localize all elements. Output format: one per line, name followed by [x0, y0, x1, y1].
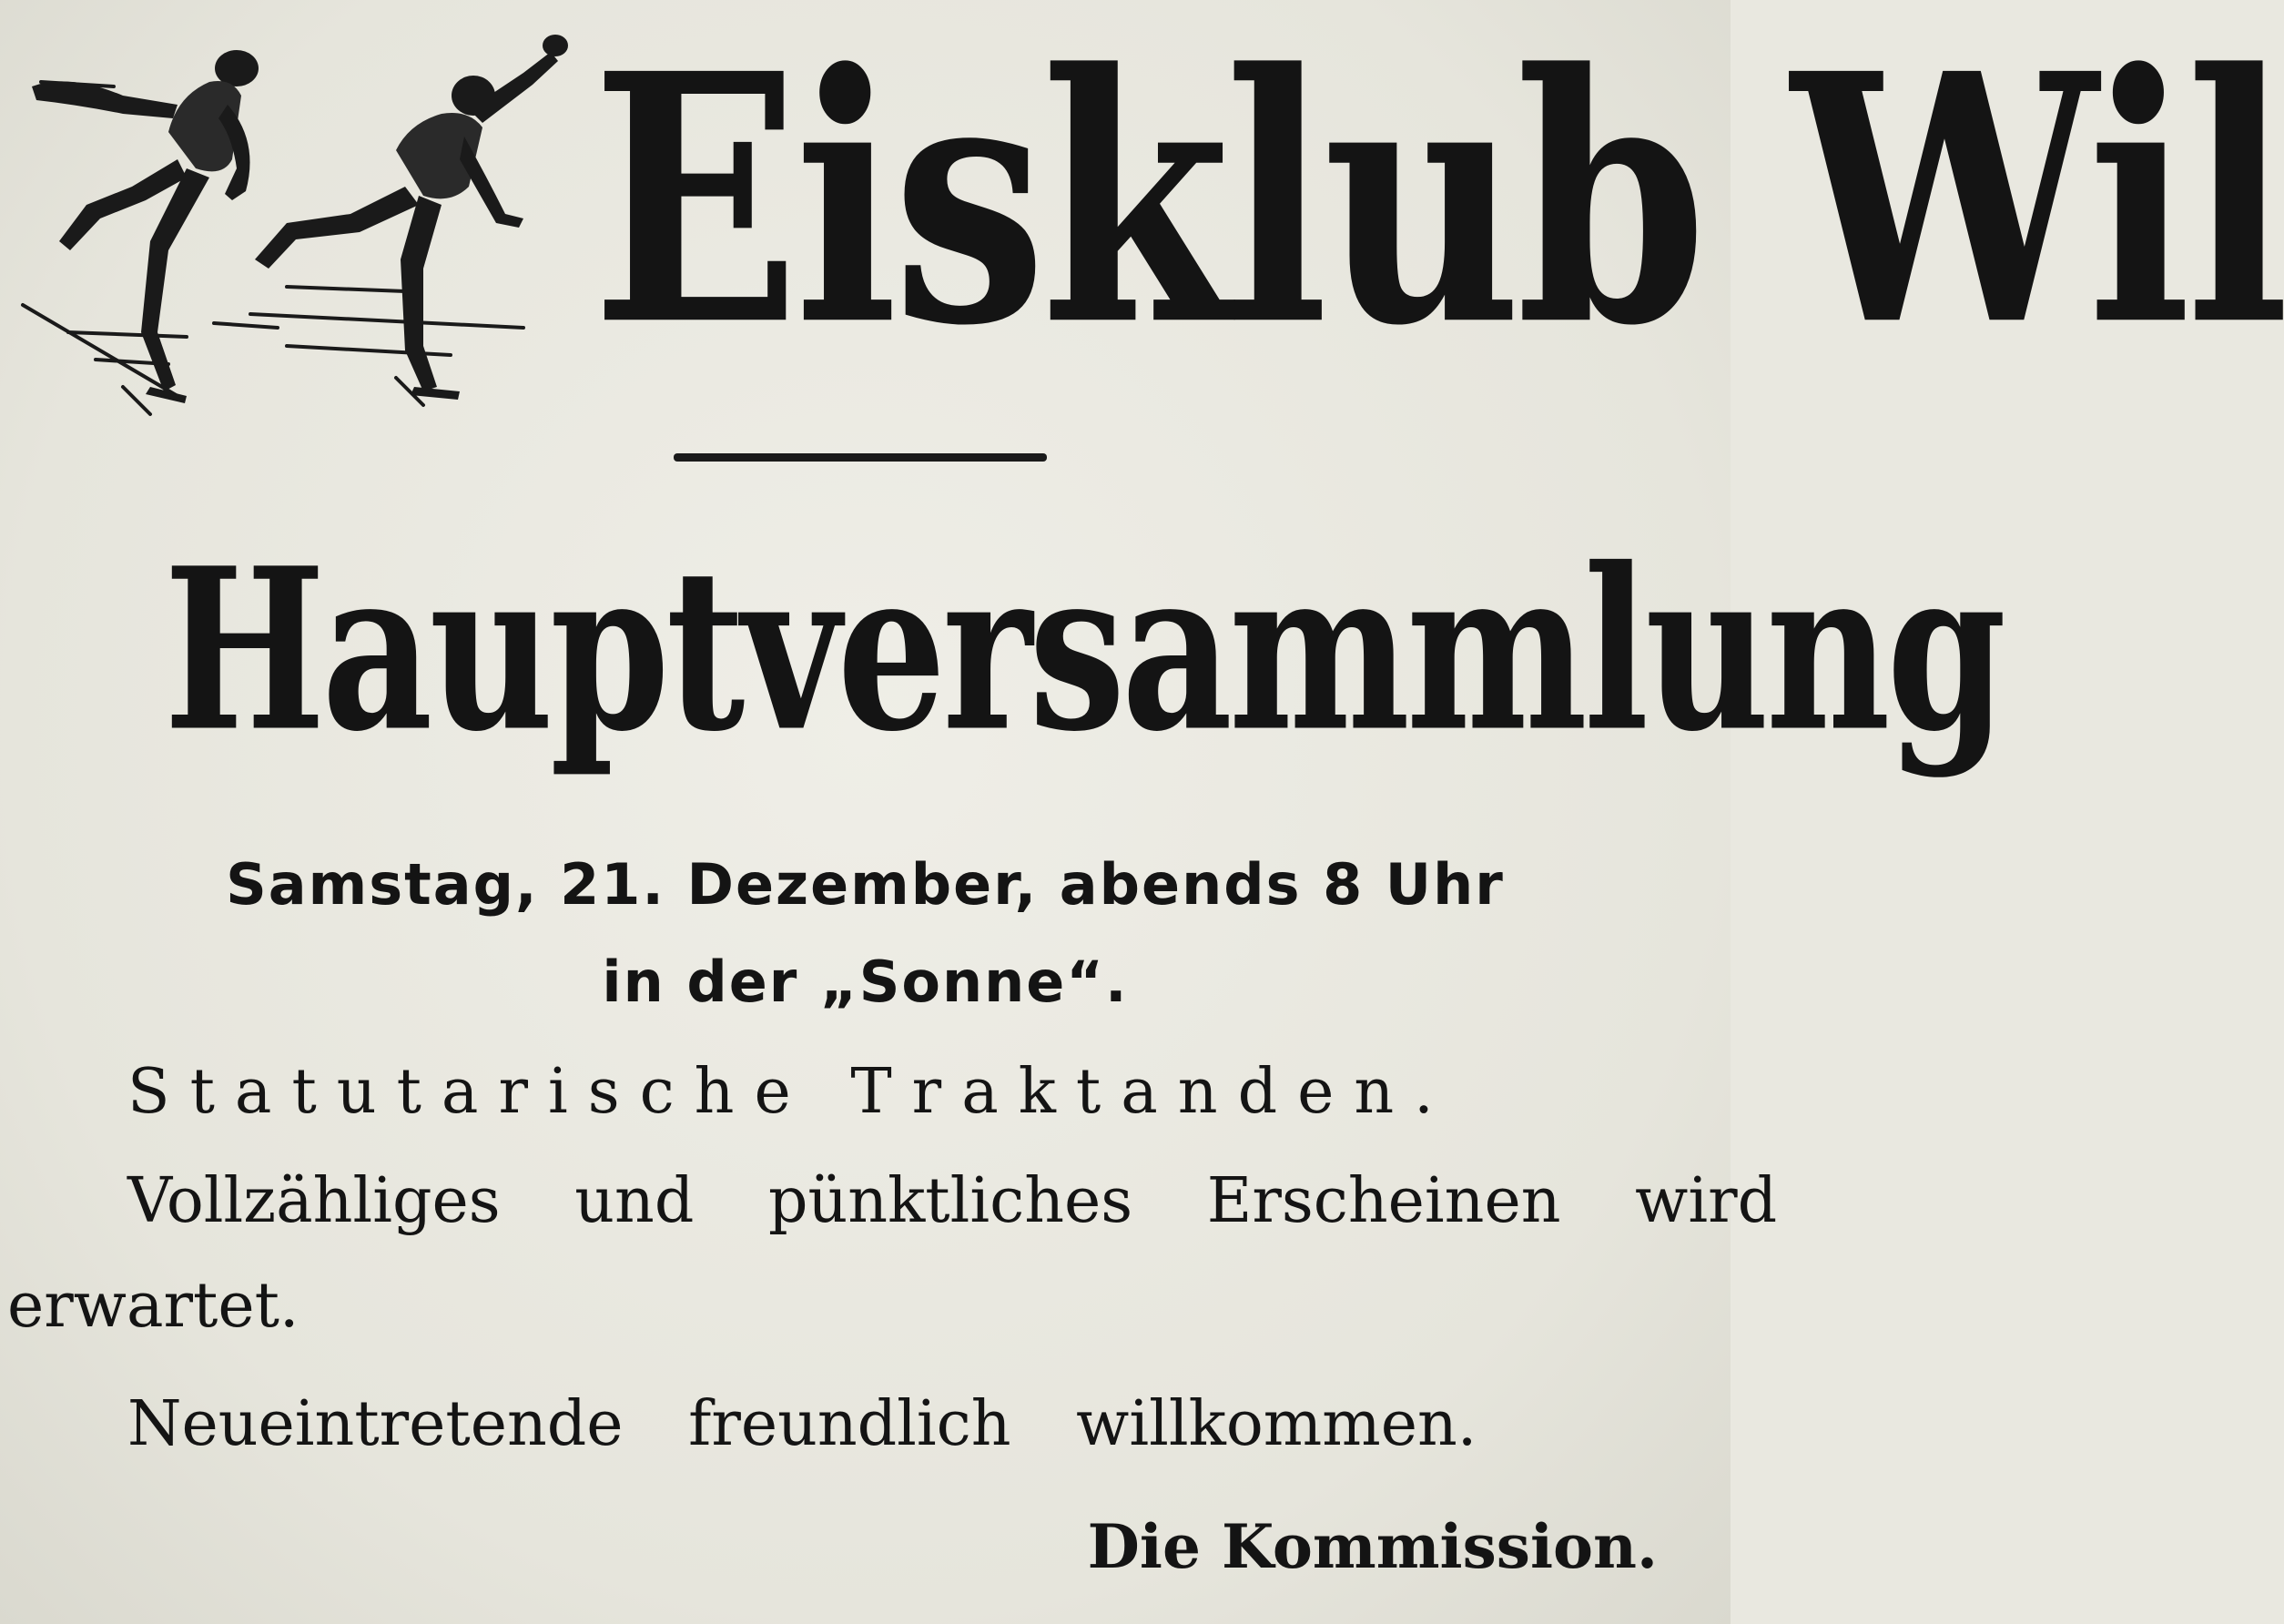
- attendance-line: Vollzähliges und pünktliches Erscheinen wird: [127, 1165, 1778, 1237]
- title-divider: [674, 453, 1047, 462]
- welcome-line: Neueintretende freundlich willkommen.: [127, 1388, 1477, 1460]
- signature: Die Kommission.: [1087, 1511, 1658, 1582]
- venue-line: in der „Sonne“.: [602, 949, 1129, 1015]
- club-title: Eisklub Wil: [592, 0, 2284, 401]
- date-line: Samstag, 21. Dezember, abends 8 Uhr: [226, 851, 1505, 918]
- ice-skaters-icon: [14, 32, 578, 423]
- attendance-line-continued: erwartet.: [7, 1270, 299, 1342]
- agenda-line: Statutarische Traktanden.: [127, 1056, 1454, 1128]
- meeting-title: Hauptversammlung: [164, 519, 2004, 781]
